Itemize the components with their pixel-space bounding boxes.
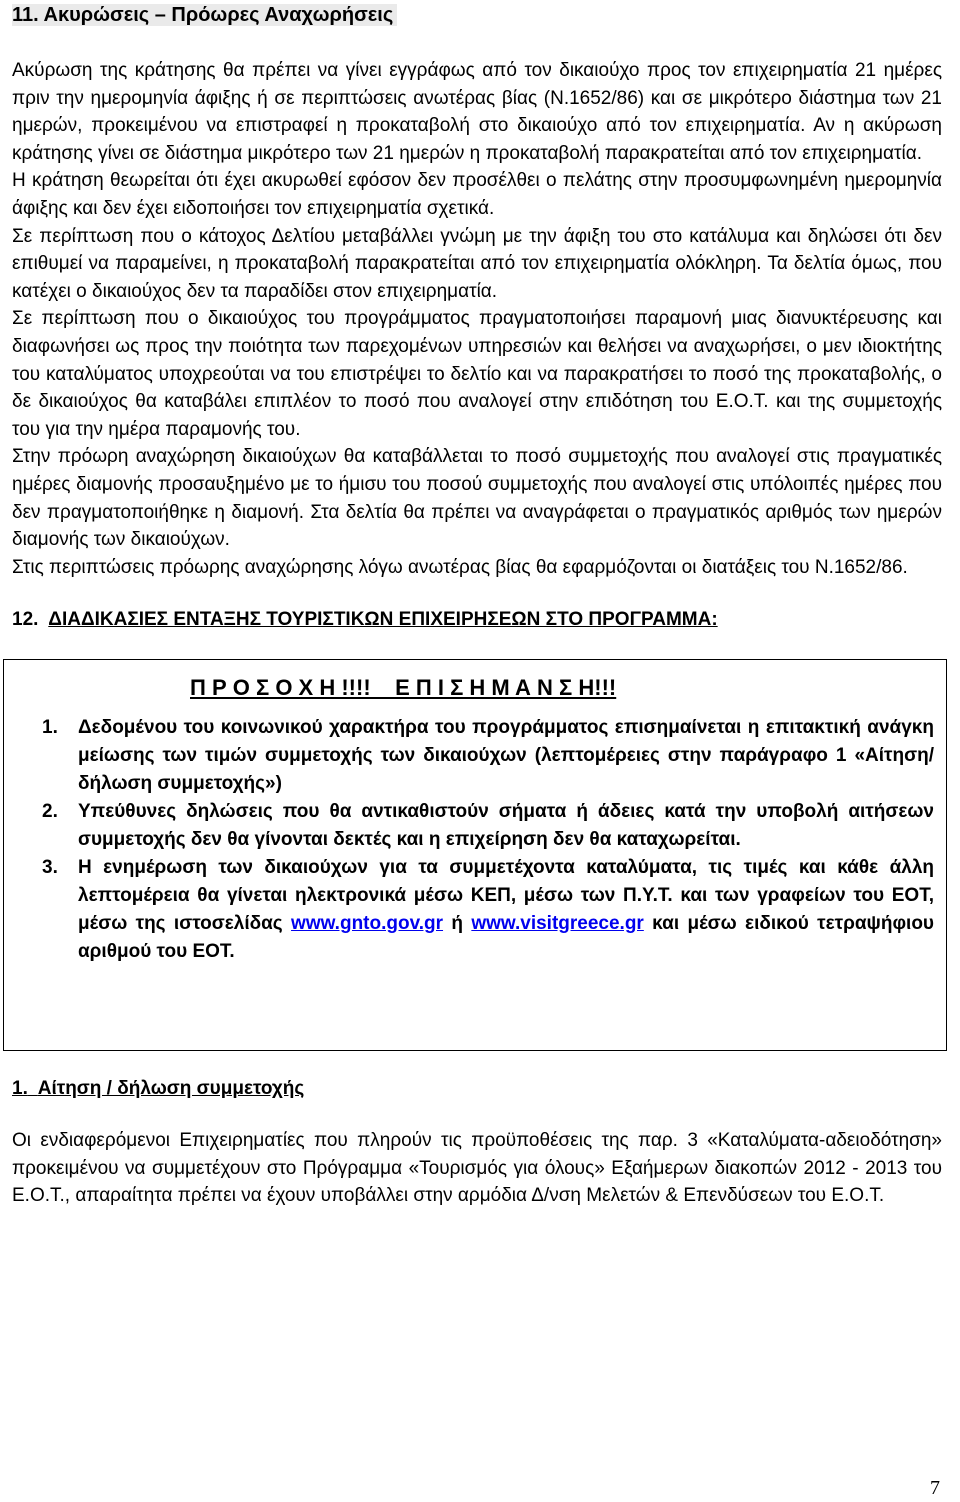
section-11-paragraph: Ακύρωση της κράτησης θα πρέπει να γίνει εγγράφως από τον δικαιούχο προς τον επιχειρηματία 21 ημέρες πριν την ημερομηνία άφιξης ή σε περιπτώσεις ανωτέρας βίας (Ν.1652/86) και σε μικρότερο διάστημα των 21 ημερών, προκειμένου να επιστραφεί η προκαταβολή στο δικαιούχο από τον επιχειρηματία. Αν η ακύρωση κράτησης γίνει σε διάστημα μικρότερο των 21 ημερών η προκαταβολή παρακρατείται από τον επιχειρηματία. xyxy=(12,60,942,164)
section-11-paragraph: Η κράτηση θεωρείται ότι έχει ακυρωθεί εφόσον δεν προσέλθει ο πελάτης στην προσυμφωνημένη ημερομηνία άφιξης και δεν έχει ειδοποιήσει τον επιχειρηματία σχετικά. xyxy=(12,170,942,219)
notice-item-number: 3. xyxy=(42,857,58,879)
notice-item-number: 2. xyxy=(42,801,58,823)
notice-item xyxy=(34,798,934,854)
subsection-1-paragraph: Οι ενδιαφερόμενοι Επιχειρηματίες που πληρούν τις προϋποθέσεις της παρ. 3 «Καταλύματα-αδειοδότηση» προκειμένου να συμμετέχουν στο Πρόγραμμα «Τουρισμός για όλους» Εξαήμερων διακοπών 2012 - 2013 του Ε.Ο.Τ., απαραίτητα πρέπει να έχουν υποβάλλει στην αρμόδια Δ/νση Μελετών & Επενδύσεων του Ε.Ο.Τ. xyxy=(12,1130,942,1207)
section-11-body xyxy=(12,57,942,581)
subsection-1-heading: Αίτηση / δήλωση συμμετοχής xyxy=(37,1078,305,1100)
notice-item-text: Υπεύθυνες δηλώσεις που θα αντικαθιστούν σήματα ή άδειες κατά την υποβολή αιτήσεων συμμετοχής δεν θα γίνονται δεκτές και η επιχείρηση δεν θα καταχωρείται. xyxy=(78,801,934,851)
notice-item-text: Η ενημέρωση των δικαιούχων για τα συμμετέχοντα καταλύματα, τις τιμές και κάθε άλλη λεπτομέρεια θα γίνεται ηλεκτρονικά μέσω ΚΕΠ, μέσω των Π.Υ.Τ. και των γραφείων του ΕΟΤ, μέσω της ιστοσελίδας xyxy=(78,857,934,935)
subsection-1-number: 1. xyxy=(12,1078,28,1100)
section-12-number: 12. xyxy=(12,609,39,631)
notice-heading: Π Ρ Ο Σ Ο Χ Η !!!! Ε Π Ι Σ Η Μ Α Ν Σ Η!!! xyxy=(190,675,617,701)
section-11-paragraph: Στην πρόωρη αναχώρηση δικαιούχων θα καταβάλλεται το ποσό συμμετοχής που αναλογεί στις πραγματικές ημέρες διαμονής προσαυξημένο με το ήμισυ του ποσού συμμετοχής που αναλογεί στις υπόλοιπές ημέρες που δεν πραγματοποιήθηκε η διαμονή. Στα δελτία θα πρέπει να αναγράφεται ο πραγματικός αριθμός των ημερών διαμονής των δικαιούχων. xyxy=(12,446,942,551)
section-11-paragraph: Στις περιπτώσεις πρόωρης αναχώρησης λόγω ανωτέρας βίας θα εφαρμόζονται οι διατάξεις του Ν.1652/86. xyxy=(12,556,908,578)
section-11-paragraph: Σε περίπτωση που ο κάτοχος Δελτίου μεταβάλλει γνώμη με την άφιξη του στο κατάλυμα και δηλώσει ότι δεν επιθυμεί να παραμείνει, η προκαταβολή παρακρατείται από τον επιχειρηματία ολόκληρη. Τα δελτία όμως, που κατέχει ο δικαιούχος δεν τα παραδίδει στον επιχειρηματία. xyxy=(12,225,942,302)
notice-item xyxy=(34,714,934,798)
gnto-link[interactable]: www.gnto.gov.gr xyxy=(291,913,444,935)
notice-list xyxy=(34,714,934,966)
section-11-title: 11. Ακυρώσεις – Πρόωρες Αναχωρήσεις xyxy=(12,0,942,28)
notice-item xyxy=(34,854,934,966)
notice-item-number: 1. xyxy=(42,717,58,739)
section-11-paragraph: Σε περίπτωση που ο δικαιούχος του προγράμματος πραγματοποιήσει παραμονή μιας διανυκτέρευσης και διαφωνήσει ως προς την ποιότητα των παρεχομένων υπηρεσιών και θελήσει να αναχωρήσει, ο μεν ιδιοκτήτης του καταλύματος υποχρεούται να του επιστρέψει το δελτίο και να παρακρατήσει το ποσό της προκαταβολής, ο δε δικαιούχος θα καταβάλει επιπλέον το ποσό που αναλογεί στην επιδότηση του Ε.Ο.Τ. και της συμμετοχής του για την ημέρα παραμονής του. xyxy=(12,308,942,440)
notice-item-text: και μέσω ειδικού τετραψήφιου αριθμού του ΕΟΤ. xyxy=(78,913,934,963)
visitgreece-link[interactable]: www.visitgreece.gr xyxy=(471,913,644,935)
section-12-heading: ΔΙΑΔΙΚΑΣΙΕΣ ΕΝΤΑΞΗΣ ΤΟΥΡΙΣΤΙΚΩΝ ΕΠΙΧΕΙΡΗΣΕΩΝ ΣΤΟ ΠΡΟΓΡΑΜΜΑ: xyxy=(48,609,718,631)
notice-box xyxy=(3,659,947,1051)
section-12-title xyxy=(12,606,942,633)
page-number: 7 xyxy=(930,1477,940,1499)
notice-item-text: ή xyxy=(443,913,472,935)
notice-item-text: Δεδομένου του κοινωνικού χαρακτήρα του προγράμματος επισημαίνεται η επιτακτική ανάγκη μείωσης των τιμών συμμετοχής των δικαιούχων (λεπτομέρειες στην παράγραφο 1 «Αίτηση/δήλωση συμμετοχής») xyxy=(78,717,934,795)
subsection-1-title xyxy=(12,1075,942,1103)
document-page xyxy=(12,0,942,1210)
